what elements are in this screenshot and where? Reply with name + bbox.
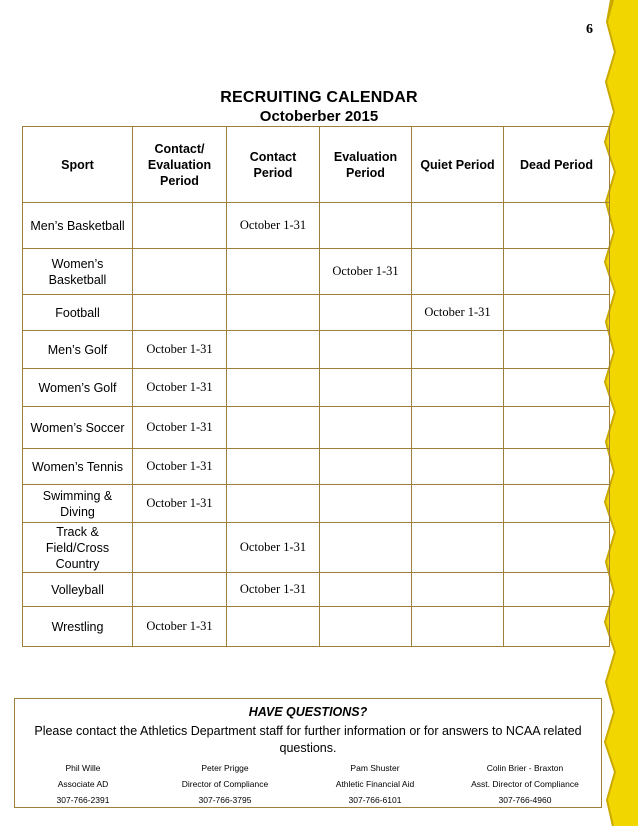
questions-message: Please contact the Athletics Department staff for further information or for answers to NCAA related questions.	[34, 724, 582, 755]
period-cell	[320, 331, 412, 369]
period-cell	[133, 249, 227, 295]
table-row	[23, 407, 610, 449]
header-quiet-period: Quiet Period	[412, 127, 504, 203]
header-sport: Sport	[23, 127, 133, 203]
period-cell	[227, 331, 320, 369]
period-cell: October 1-31	[133, 485, 227, 523]
table-row	[23, 369, 610, 407]
period-cell: October 1-31	[133, 369, 227, 407]
period-cell	[412, 449, 504, 485]
period-cell	[504, 369, 610, 407]
period-cell	[133, 203, 227, 249]
period-cell	[412, 523, 504, 573]
sport-cell: Volleyball	[23, 573, 133, 607]
period-cell: October 1-31	[227, 573, 320, 607]
header-contact-period: Contact Period	[227, 127, 320, 203]
period-cell	[320, 203, 412, 249]
page-title: RECRUITING CALENDAR	[220, 89, 418, 106]
table-row	[23, 295, 610, 331]
period-cell	[504, 573, 610, 607]
period-cell: October 1-31	[133, 607, 227, 647]
period-cell	[133, 523, 227, 573]
contact-card	[155, 760, 295, 808]
period-cell	[504, 449, 610, 485]
period-cell	[227, 485, 320, 523]
page-number: 6	[586, 22, 593, 37]
sport-cell: Women’s Tennis	[23, 449, 133, 485]
contact-card	[455, 760, 595, 808]
period-cell	[227, 607, 320, 647]
sport-cell: Women’s Basketball	[23, 249, 133, 295]
contact-role: Director of Compliance	[181, 779, 269, 789]
sport-cell: Women’s Golf	[23, 369, 133, 407]
period-cell	[320, 295, 412, 331]
sport-cell: Football	[23, 295, 133, 331]
period-cell	[412, 573, 504, 607]
page-subtitle: Octoberber 2015	[259, 108, 379, 125]
period-cell	[412, 407, 504, 449]
period-cell: October 1-31	[133, 407, 227, 449]
period-cell	[504, 249, 610, 295]
period-cell: October 1-31	[133, 331, 227, 369]
contact-name: Peter Prigge	[201, 763, 249, 773]
contact-phone: 307-766-6101	[348, 795, 402, 805]
contact-name: Phil Wille	[65, 763, 101, 773]
table-header-row	[23, 127, 610, 203]
period-cell	[504, 203, 610, 249]
contact-name: Colin Brier - Braxton	[486, 763, 564, 773]
period-cell: October 1-31	[133, 449, 227, 485]
sport-cell: Men’s Golf	[23, 331, 133, 369]
table-row	[23, 485, 610, 523]
questions-box	[14, 698, 602, 808]
contact-card	[23, 760, 143, 808]
table-row	[23, 573, 610, 607]
sport-cell: Swimming & Diving	[23, 485, 133, 523]
period-cell	[412, 485, 504, 523]
table-row	[23, 449, 610, 485]
period-cell	[227, 295, 320, 331]
contact-role: Associate AD	[57, 779, 109, 789]
period-cell	[133, 295, 227, 331]
period-cell: October 1-31	[412, 295, 504, 331]
table-row	[23, 523, 610, 573]
period-cell	[227, 249, 320, 295]
contact-role: Asst. Director of Compliance	[471, 779, 579, 789]
period-cell	[320, 485, 412, 523]
sport-cell: Wrestling	[23, 607, 133, 647]
period-cell	[504, 607, 610, 647]
period-cell	[412, 369, 504, 407]
period-cell	[504, 485, 610, 523]
period-cell	[504, 407, 610, 449]
period-cell	[320, 607, 412, 647]
period-cell	[227, 369, 320, 407]
period-cell	[227, 407, 320, 449]
period-cell	[412, 203, 504, 249]
period-cell: October 1-31	[227, 523, 320, 573]
period-cell	[504, 295, 610, 331]
period-cell	[412, 249, 504, 295]
period-cell	[133, 573, 227, 607]
period-cell	[412, 607, 504, 647]
period-cell	[504, 331, 610, 369]
header-dead-period: Dead Period	[504, 127, 610, 203]
sport-cell: Women’s Soccer	[23, 407, 133, 449]
contact-phone: 307-766-4960	[498, 795, 552, 805]
period-cell	[320, 407, 412, 449]
sport-cell: Track & Field/Cross Country	[23, 523, 133, 573]
period-cell	[227, 449, 320, 485]
period-cell	[320, 523, 412, 573]
contact-name: Pam Shuster	[350, 763, 400, 773]
sport-cell: Men’s Basketball	[23, 203, 133, 249]
period-cell: October 1-31	[320, 249, 412, 295]
header-contact-evaluation-period: Contact/ Evaluation Period	[133, 127, 227, 203]
period-cell	[320, 449, 412, 485]
recruiting-calendar-table	[22, 126, 610, 647]
contact-phone: 307-766-3795	[198, 795, 252, 805]
table-row	[23, 607, 610, 647]
table-row	[23, 203, 610, 249]
period-cell	[320, 573, 412, 607]
period-cell	[504, 523, 610, 573]
contact-phone: 307-766-2391	[56, 795, 110, 805]
table-row	[23, 331, 610, 369]
header-evaluation-period: Evaluation Period	[320, 127, 412, 203]
period-cell: October 1-31	[227, 203, 320, 249]
questions-heading: HAVE QUESTIONS?	[248, 705, 368, 719]
period-cell	[412, 331, 504, 369]
period-cell	[320, 369, 412, 407]
contacts-list	[15, 760, 601, 808]
contact-card	[305, 760, 445, 808]
contact-role: Athletic Financial Aid	[335, 779, 415, 789]
table-row	[23, 249, 610, 295]
